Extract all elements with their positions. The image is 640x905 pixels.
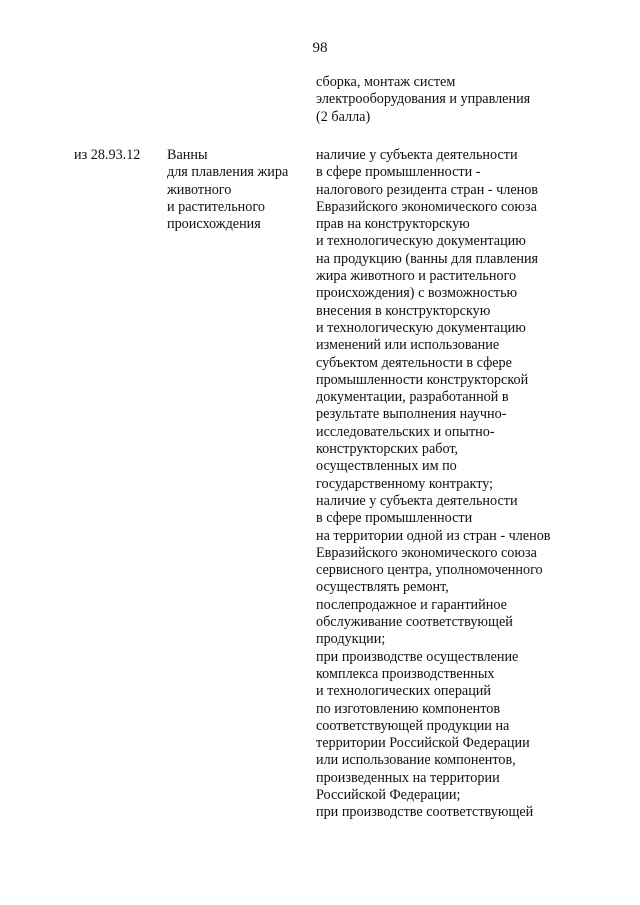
product-name <box>167 147 307 233</box>
text-line: при производстве осуществление <box>316 648 519 665</box>
text-line: происхождения) с возможностью <box>316 285 518 302</box>
text-line: в сфере промышленности <box>316 510 473 527</box>
text-line: налогового резидента стран - членов <box>316 181 539 198</box>
text-line: Российской Федерации; <box>316 786 461 803</box>
text-line: сервисного центра, уполномоченного <box>316 562 543 579</box>
text-line: государственному контракту; <box>316 475 494 492</box>
text-line: Евразийского экономического союза <box>316 198 537 215</box>
text-line: внесения в конструкторскую <box>316 302 491 319</box>
text-line: результате выполнения научно- <box>316 406 507 423</box>
text-line: осуществлять ремонт, <box>316 579 449 596</box>
text-line: происхождения <box>167 216 261 233</box>
text-line: продукции; <box>316 631 386 648</box>
text-line: послепродажное и гарантийное <box>316 596 507 613</box>
text-line: территории Российской Федерации <box>316 735 530 752</box>
text-line: конструкторских работ, <box>316 441 459 458</box>
text-line: исследовательских и опытно- <box>316 423 495 440</box>
text-line: документации, разработанной в <box>316 389 509 406</box>
text-line: Евразийского экономического союза <box>316 544 537 561</box>
text-line: на территории одной из стран - членов <box>316 527 551 544</box>
continuation-text <box>316 74 628 126</box>
text-line: и растительного <box>167 198 265 215</box>
text-line: жира животного и растительного <box>316 268 517 285</box>
page-number: 98 <box>312 40 328 56</box>
text-line: сборка, монтаж систем <box>316 74 456 90</box>
text-line: изменений или использование <box>316 337 500 354</box>
text-line: наличие у субъекта деятельности <box>316 147 518 163</box>
text-line: и технологическую документацию <box>316 319 526 336</box>
text-line: и технологических операций <box>316 683 491 700</box>
text-line: для плавления жира <box>167 164 289 181</box>
text-line: обслуживание соответствующей <box>316 614 513 631</box>
text-line: электрооборудования и управления <box>316 91 531 108</box>
text-line: животного <box>167 181 232 198</box>
text-line: Ванны <box>167 147 208 163</box>
text-line: промышленности конструкторской <box>316 371 529 388</box>
text-line: или использование компонентов, <box>316 752 516 769</box>
text-line: прав на конструкторскую <box>316 216 470 233</box>
text-line: субъектом деятельности в сфере <box>316 354 512 371</box>
text-line: наличие у субъекта деятельности <box>316 492 518 509</box>
text-line: в сфере промышленности - <box>316 164 481 181</box>
text-line: произведенных на территории <box>316 769 500 786</box>
text-line: по изготовлению компонентов <box>316 700 501 717</box>
requirements-text <box>316 147 628 822</box>
text-line: на продукцию (ванны для плавления <box>316 250 539 267</box>
text-line: соответствующей продукции на <box>316 717 510 734</box>
text-line: и технологическую документацию <box>316 233 526 250</box>
text-line: комплекса производственных <box>316 665 495 682</box>
text-line: (2 балла) <box>316 108 371 125</box>
text-line: при производстве соответствующей <box>316 804 534 821</box>
product-code: из 28.93.12 <box>74 147 141 163</box>
text-line: осуществленных им по <box>316 458 457 475</box>
